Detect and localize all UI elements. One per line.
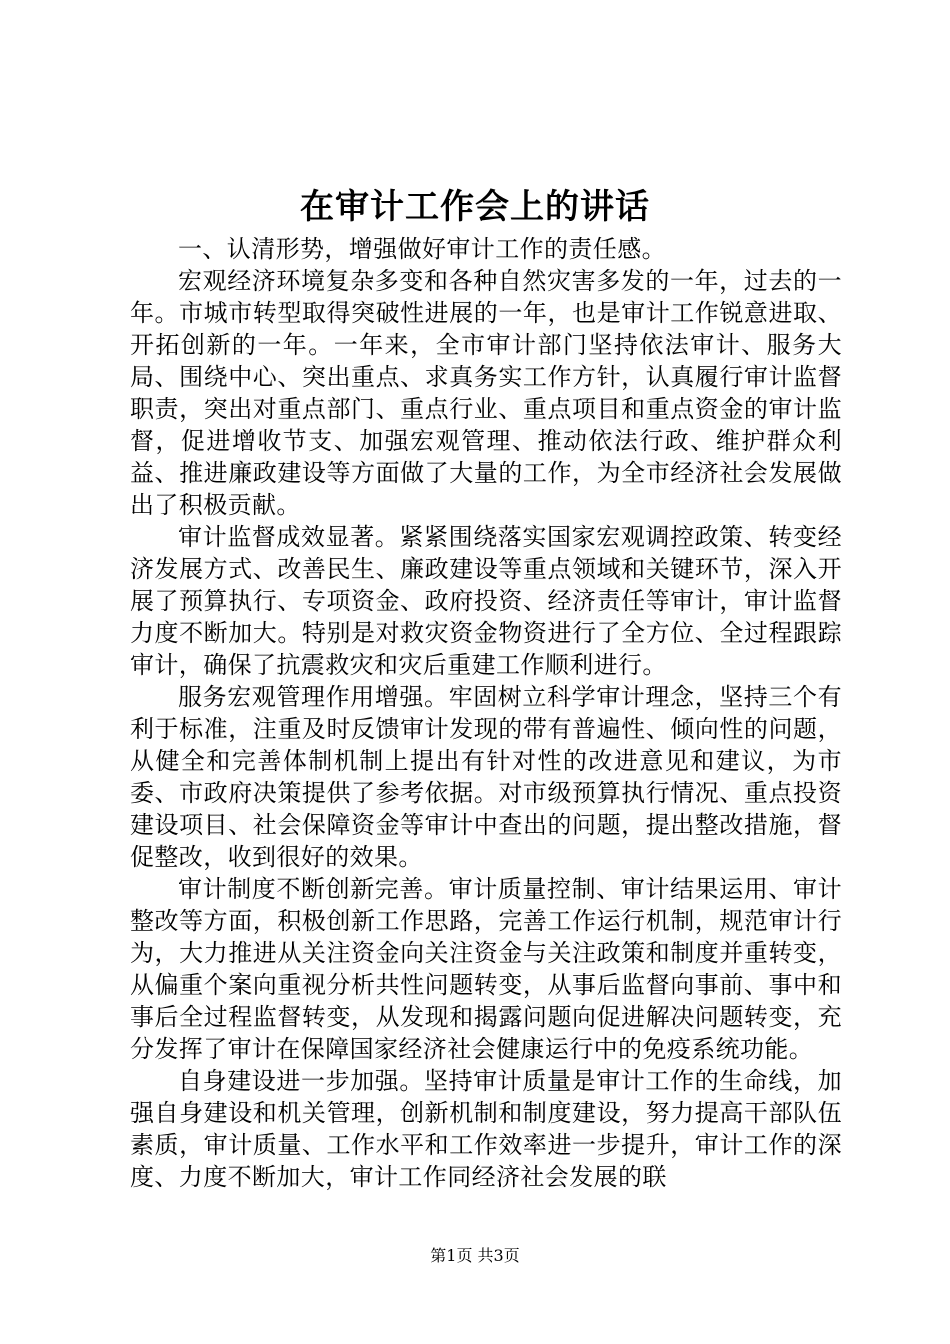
paragraph-audit-supervision: 审计监督成效显著。紧紧围绕落实国家宏观调控政策、转变经济发展方式、改善民生、廉政建设等重点领域和关键环节，深入开展了预算执行、专项资金、政府投资、经济责任等审计，审计监督力度不断加大。特别是对救灾资金物资进行了全方位、全过程跟踪审计，确保了抗震救灾和灾后重建工作顺利进行。 bbox=[130, 523, 842, 679]
page-number: 第1页 共3页 bbox=[430, 1246, 520, 1265]
paragraph-section-heading: 一、认清形势，增强做好审计工作的责任感。 bbox=[178, 235, 666, 263]
paragraph-self-construction: 自身建设进一步加强。坚持审计质量是审计工作的生命线，加强自身建设和机关管理，创新机制和制度建设，努力提高干部队伍素质，审计质量、工作水平和工作效率进一步提升，审计工作的深度、力度不断加大，审计工作同经济社会发展的联 bbox=[130, 1067, 842, 1191]
paragraph-system-innovation: 审计制度不断创新完善。审计质量控制、审计结果运用、审计整改等方面，积极创新工作思路，完善工作运行机制，规范审计行为，大力推进从关注资金向关注资金与关注政策和制度并重转变，从偏重个案向重视分析共性问题转变，从事后监督向事前、事中和事后全过程监督转变，从发现和揭露问题向促进解决问题转变，充分发挥了审计在保障国家经济社会健康运行中的免疫系统功能。 bbox=[130, 875, 842, 1063]
document-title: 在审计工作会上的讲话 bbox=[300, 187, 650, 227]
paragraph-overview: 宏观经济环境复杂多变和各种自然灾害多发的一年，过去的一年。市城市转型取得突破性进展的一年，也是审计工作锐意进取、开拓创新的一年。一年来，全市审计部门坚持依法审计、服务大局、围绕中心、突出重点、求真务实工作方针，认真履行审计监督职责，突出对重点部门、重点行业、重点项目和重点资金的审计监督，促进增收节支、加强宏观管理、推动依法行政、维护群众利益、推进廉政建设等方面做了大量的工作，为全市经济社会发展做出了积极贡献。 bbox=[130, 267, 842, 519]
paragraph-macro-management: 服务宏观管理作用增强。牢固树立科学审计理念，坚持三个有利于标准，注重及时反馈审计发现的带有普遍性、倾向性的问题，从健全和完善体制机制上提出有针对性的改进意见和建议，为市委、市政府决策提供了参考依据。对市级预算执行情况、重点投资建设项目、社会保障资金等审计中查出的问题，提出整改措施，督促整改，收到很好的效果。 bbox=[130, 683, 842, 871]
document-body bbox=[130, 233, 842, 1193]
